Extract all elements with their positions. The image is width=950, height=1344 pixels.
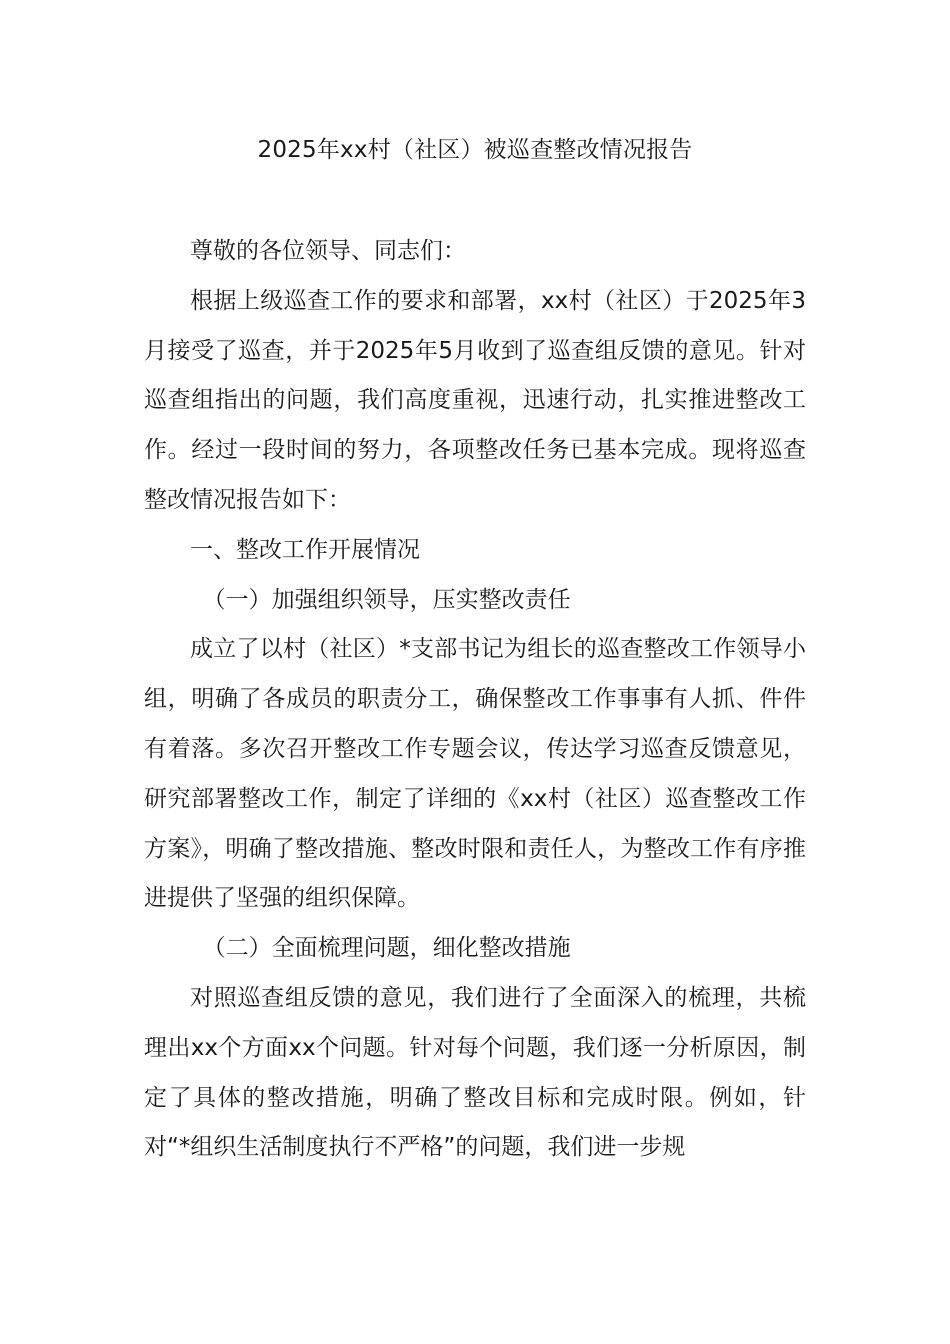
salutation: 尊敬的各位领导、同志们： [190, 238, 466, 264]
document-body [144, 227, 806, 1173]
subsection-2-paragraph: 对照巡查组反馈的意见，我们进行了全面深入的梳理，共梳理出xx个方面xx个问题。针对每个问题，我们逐一分析原因，制定了具体的整改措施，明确了整改目标和完成时限。例如，针对“*组织生活制度执行不严格”的问题，我们进一步规 [144, 984, 806, 1161]
subsection-heading-1: （一）加强组织领导，压实整改责任 [202, 586, 571, 613]
document-title: 2025年xx村（社区）被巡查整改情况报告 [257, 137, 693, 163]
subsection-1-paragraph: 成立了以村（社区）*支部书记为组长的巡查整改工作领导小组，明确了各成员的职责分工，确保整改工作事事有人抓、件件有着落。多次召开整改工作专题会议，传达学习巡查反馈意见，研究部署整改工作，制定了详细的《xx村（社区）巡查整改工作方案》，明确了整改措施、整改时限和责任人，为整改工作有序推进提供了坚强的组织保障。 [144, 636, 806, 912]
subsection-heading-2: （二）全面梳理问题，细化整改措施 [202, 935, 571, 962]
section-heading-1: 一、整改工作开展情况 [190, 536, 420, 563]
intro-paragraph: 根据上级巡查工作的要求和部署，xx村（社区）于2025年3月接受了巡查，并于2025年5月收到了巡查组反馈的意见。针对巡查组指出的问题，我们高度重视，迅速行动，扎实推进整改工作。经过一段时间的努力，各项整改任务已基本完成。现将巡查整改情况报告如下： [144, 287, 806, 513]
